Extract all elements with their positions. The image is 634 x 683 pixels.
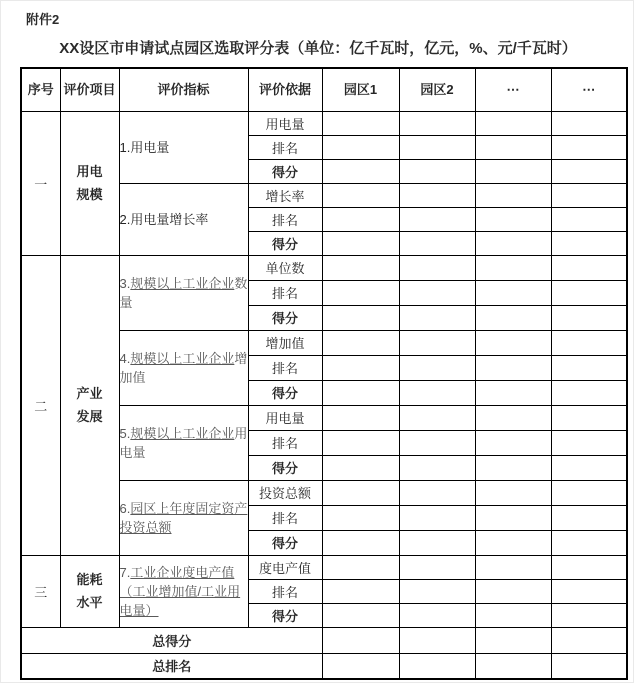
indicator-text-pre: 2.用电量增长率	[119, 211, 209, 227]
score-cell	[475, 111, 551, 135]
category-cell	[60, 555, 119, 627]
score-cell	[322, 280, 399, 305]
indicator-text-pre: 5.	[119, 425, 131, 441]
score-cell	[475, 231, 551, 255]
basis-cell: 增长率	[248, 183, 322, 207]
score-cell	[322, 183, 399, 207]
category-line: 用电	[76, 164, 103, 179]
score-cell	[322, 530, 399, 555]
score-cell	[399, 135, 475, 159]
score-cell	[322, 579, 399, 603]
basis-cell: 排名	[248, 355, 322, 380]
score-cell	[399, 330, 475, 355]
score-cell	[551, 231, 627, 255]
col-header-4: 园区1	[322, 68, 399, 111]
category-line: 产业	[76, 386, 103, 401]
score-cell	[399, 455, 475, 480]
score-cell	[475, 135, 551, 159]
score-cell	[475, 603, 551, 627]
score-cell	[399, 280, 475, 305]
group-number-cell: 二	[21, 255, 60, 555]
score-cell	[475, 455, 551, 480]
indicator-text-post: 增加值	[119, 350, 248, 385]
basis-cell: 度电产值	[248, 555, 322, 579]
score-cell	[399, 653, 475, 679]
attachment-label: 附件2	[26, 12, 60, 27]
score-cell	[475, 380, 551, 405]
page-title: XX设区市申请试点园区选取评分表（单位：亿千瓦时，亿元，%、元/千瓦时）	[59, 40, 577, 57]
score-cell	[322, 135, 399, 159]
score-cell	[551, 405, 627, 430]
score-cell	[322, 653, 399, 679]
score-cell	[399, 480, 475, 505]
indicator-cell	[119, 255, 248, 330]
group-number-cell: 一	[21, 111, 60, 255]
score-cell	[551, 430, 627, 455]
basis-cell: 用电量	[248, 405, 322, 430]
score-cell	[551, 455, 627, 480]
basis-cell: 得分	[248, 305, 322, 330]
score-cell	[322, 207, 399, 231]
scoring-table	[20, 67, 628, 680]
category-line: 发展	[76, 409, 103, 424]
score-cell	[551, 579, 627, 603]
col-header-3: 评价依据	[248, 68, 322, 111]
table-row	[21, 111, 627, 135]
category-cell	[60, 111, 119, 255]
score-cell	[322, 627, 399, 653]
basis-cell: 排名	[248, 430, 322, 455]
score-cell	[322, 455, 399, 480]
score-cell	[551, 207, 627, 231]
indicator-text-und: 园区上年度固定资产投资总额	[119, 500, 248, 535]
score-cell	[475, 653, 551, 679]
score-cell	[551, 330, 627, 355]
basis-cell: 排名	[248, 280, 322, 305]
basis-cell: 得分	[248, 159, 322, 183]
score-cell	[399, 380, 475, 405]
basis-cell: 排名	[248, 207, 322, 231]
col-header-7: ⋯	[551, 68, 627, 111]
indicator-text-post: 用电量	[119, 425, 248, 460]
score-cell	[475, 305, 551, 330]
score-cell	[551, 305, 627, 330]
category-line: 水平	[76, 595, 103, 610]
score-cell	[399, 355, 475, 380]
score-cell	[399, 505, 475, 530]
table-header	[21, 68, 627, 111]
col-header-2: 评价指标	[119, 68, 248, 111]
score-cell	[475, 430, 551, 455]
indicator-text-und: 规模以上工业企业	[130, 350, 235, 366]
score-cell	[551, 380, 627, 405]
basis-cell: 得分	[248, 380, 322, 405]
score-cell	[399, 430, 475, 455]
basis-cell: 排名	[248, 579, 322, 603]
score-cell	[322, 231, 399, 255]
indicator-text-pre: 3.	[119, 275, 131, 291]
indicator-cell	[119, 480, 248, 555]
score-cell	[322, 505, 399, 530]
score-cell	[475, 159, 551, 183]
group-number-cell: 三	[21, 555, 60, 627]
score-cell	[551, 627, 627, 653]
score-cell	[475, 555, 551, 579]
score-cell	[551, 183, 627, 207]
score-cell	[551, 653, 627, 679]
score-cell	[551, 603, 627, 627]
score-cell	[322, 159, 399, 183]
footer-label-cell: 总得分	[21, 627, 322, 653]
score-cell	[475, 355, 551, 380]
indicator-text-und: 工业企业度电产值（工业增加值/工业用电量）	[119, 564, 241, 618]
score-cell	[399, 183, 475, 207]
score-cell	[322, 480, 399, 505]
indicator-cell	[119, 111, 248, 183]
col-header-1: 评价项目	[60, 68, 119, 111]
indicator-cell	[119, 183, 248, 255]
score-cell	[322, 255, 399, 280]
basis-cell: 单位数	[248, 255, 322, 280]
score-cell	[322, 355, 399, 380]
score-cell	[551, 111, 627, 135]
basis-cell: 用电量	[248, 111, 322, 135]
score-cell	[551, 480, 627, 505]
basis-cell: 得分	[248, 455, 322, 480]
score-cell	[399, 603, 475, 627]
score-cell	[475, 183, 551, 207]
score-cell	[551, 530, 627, 555]
score-cell	[551, 280, 627, 305]
score-cell	[551, 355, 627, 380]
basis-cell: 增加值	[248, 330, 322, 355]
score-cell	[399, 555, 475, 579]
score-cell	[399, 159, 475, 183]
indicator-cell	[119, 330, 248, 405]
score-cell	[475, 480, 551, 505]
footer-row	[21, 627, 627, 653]
score-cell	[551, 505, 627, 530]
score-cell	[322, 603, 399, 627]
footer-row	[21, 653, 627, 679]
table-row	[21, 255, 627, 280]
indicator-text-pre: 4.	[119, 350, 131, 366]
table-row	[21, 555, 627, 579]
col-header-0: 序号	[21, 68, 60, 111]
indicator-cell	[119, 405, 248, 480]
basis-cell: 得分	[248, 231, 322, 255]
score-cell	[322, 305, 399, 330]
score-cell	[399, 111, 475, 135]
basis-cell: 排名	[248, 135, 322, 159]
score-cell	[475, 505, 551, 530]
score-cell	[399, 207, 475, 231]
col-header-6: ⋯	[475, 68, 551, 111]
score-cell	[322, 380, 399, 405]
score-cell	[399, 255, 475, 280]
score-cell	[322, 555, 399, 579]
score-cell	[322, 330, 399, 355]
basis-cell: 得分	[248, 603, 322, 627]
score-cell	[399, 530, 475, 555]
basis-cell: 排名	[248, 505, 322, 530]
indicator-cell	[119, 555, 248, 627]
indicator-text-pre: 6.	[119, 500, 131, 516]
score-cell	[551, 159, 627, 183]
table-body	[21, 111, 627, 679]
indicator-text-und: 规模以上工业企业	[130, 425, 235, 441]
basis-cell: 投资总额	[248, 480, 322, 505]
score-cell	[475, 627, 551, 653]
score-cell	[399, 627, 475, 653]
indicator-text-post: 数量	[119, 275, 248, 310]
score-cell	[475, 330, 551, 355]
score-cell	[399, 579, 475, 603]
score-cell	[475, 280, 551, 305]
indicator-text-pre: 7.	[119, 564, 131, 580]
score-cell	[475, 255, 551, 280]
indicator-text-und: 规模以上工业企业	[130, 275, 235, 291]
indicator-text-pre: 1.用电量	[119, 139, 170, 155]
score-cell	[322, 430, 399, 455]
score-cell	[475, 207, 551, 231]
header-row	[21, 68, 627, 111]
score-cell	[475, 579, 551, 603]
score-cell	[475, 405, 551, 430]
basis-cell: 得分	[248, 530, 322, 555]
category-cell	[60, 255, 119, 555]
score-cell	[399, 305, 475, 330]
score-cell	[322, 111, 399, 135]
category-line: 能耗	[76, 572, 103, 587]
score-cell	[551, 555, 627, 579]
category-line: 规模	[76, 187, 103, 202]
score-cell	[475, 530, 551, 555]
col-header-5: 园区2	[399, 68, 475, 111]
score-cell	[322, 405, 399, 430]
score-cell	[551, 255, 627, 280]
score-cell	[399, 405, 475, 430]
footer-label-cell: 总排名	[21, 653, 322, 679]
score-cell	[551, 135, 627, 159]
score-cell	[399, 231, 475, 255]
